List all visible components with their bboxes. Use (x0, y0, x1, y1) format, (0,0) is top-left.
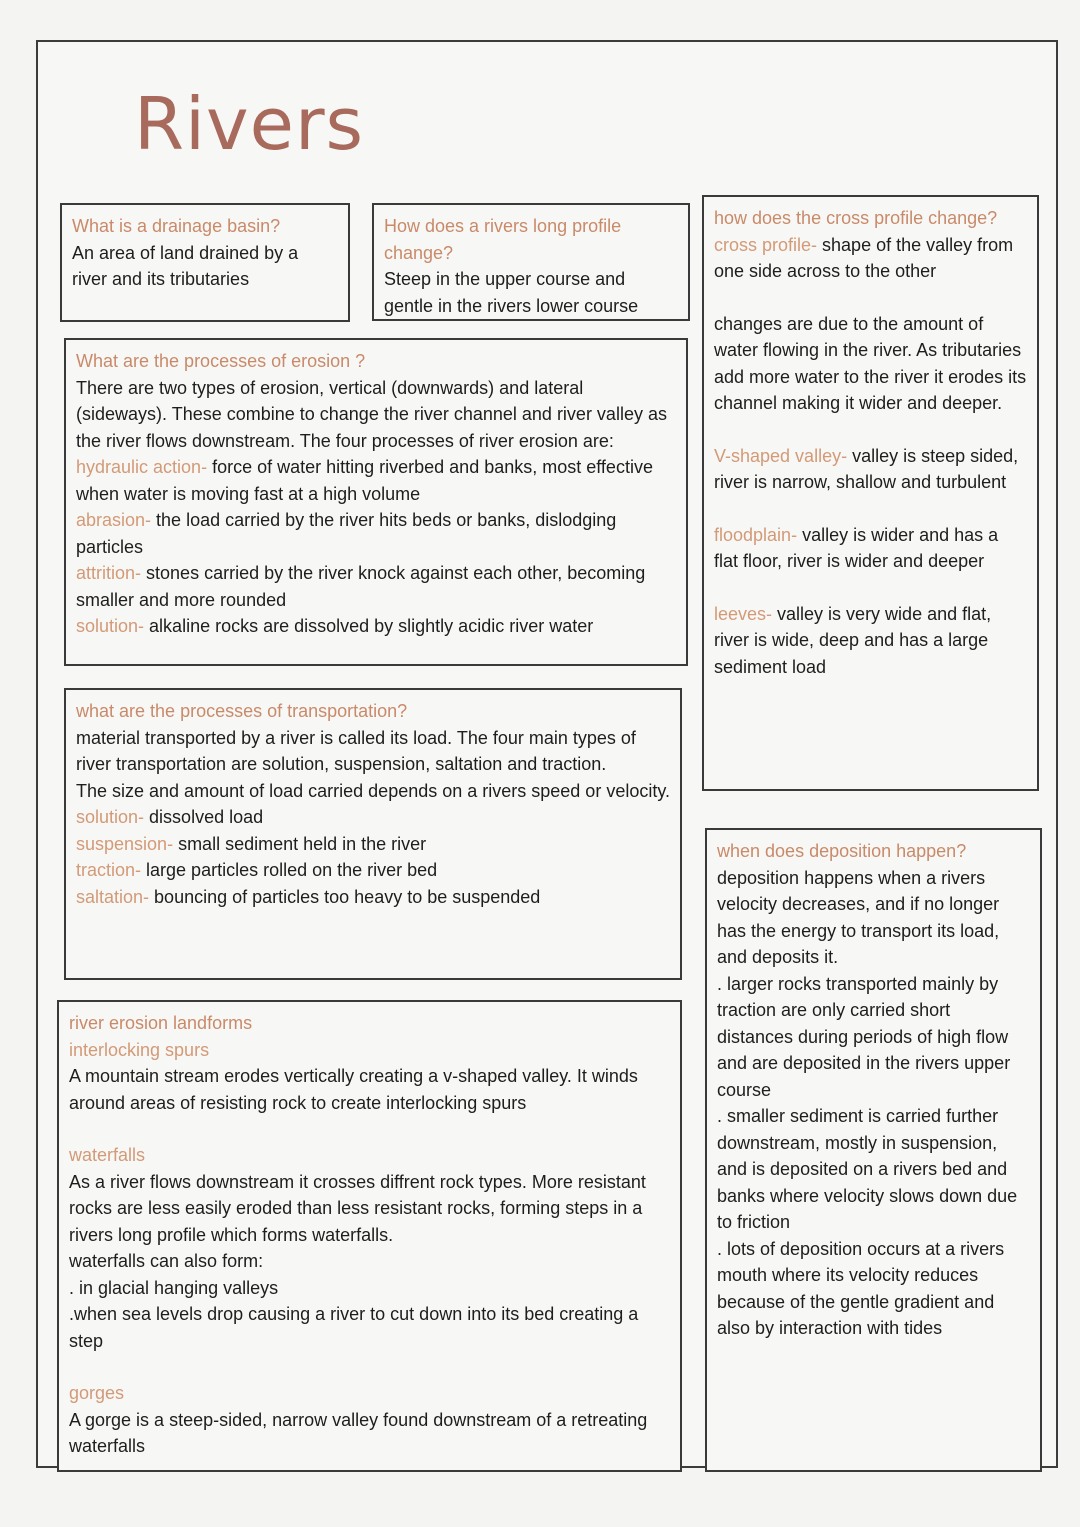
waterfalls-bullet: .when sea levels drop causing a river to cut down into its bed creating a step (69, 1304, 639, 1351)
transport-text: small sediment held in the river (173, 833, 427, 854)
cross-profile-term: cross profile- (714, 234, 818, 255)
spurs-text: A mountain stream erodes vertically creating a v-shaped valley. It winds around areas of resisting rock to create interlocking spurs (69, 1066, 638, 1113)
erosion-text: stones carried by the river knock against each other, becoming smaller and more rounded (76, 563, 646, 610)
transport-intro-2: The size and amount of load carried depends on a rivers speed or velocity. (76, 780, 670, 801)
valley-type-text: valley is steep sided, river is narrow, shallow and turbulent (714, 445, 1019, 492)
valley-type-term: leeves- (714, 603, 773, 624)
valley-type-text: valley is very wide and flat, river is wide, deep and has a large sediment load (714, 603, 992, 677)
transport-text: large particles rolled on the river bed (141, 860, 438, 880)
waterfalls-text: As a river flows downstream it crosses diffrent rock types. More resistant rocks are less easily eroded than less resistant rocks, forming steps in a rivers long profile which forms waterfalls. (69, 1171, 646, 1245)
valley-type-item (714, 522, 1027, 575)
erosion-text: force of water hitting riverbed and banks, most effective when water is moving fast at a high volume (76, 457, 653, 504)
deposition-bullet: . larger rocks transported mainly by traction are only carried short distances during periods of high flow and are deposited in the rivers upper course (717, 973, 1011, 1100)
erosion-item (76, 560, 676, 613)
landforms-card (57, 1000, 682, 1472)
transport-item (76, 804, 670, 831)
cross-profile-changes: changes are due to the amount of water flowing in the river. As tributaries add more water to the river it erodes its channel making it wider and deeper. (714, 313, 1027, 413)
waterfalls-also: waterfalls can also form: (69, 1251, 264, 1271)
transport-item (76, 857, 670, 884)
erosion-question: What are the processes of erosion ? (76, 351, 366, 371)
transport-term: suspension- (76, 833, 174, 854)
erosion-item (76, 507, 676, 560)
erosion-term: hydraulic action- (76, 457, 208, 477)
cross-profile-definition (714, 232, 1027, 285)
long-profile-card (372, 203, 690, 321)
drainage-question: What is a drainage basin? (72, 216, 281, 236)
drainage-answer: An area of land drained by a river and its tributaries (72, 242, 299, 289)
deposition-question: when does deposition happen? (717, 841, 967, 861)
deposition-card (705, 828, 1042, 1472)
long-profile-answer: Steep in the upper course and gentle in the rivers lower course (384, 269, 639, 316)
long-profile-question: How does a rivers long profile change? (384, 216, 622, 263)
transport-intro: material transported by a river is called its load. The four main types of river transportation are solution, suspension, saltation and traction. (76, 727, 636, 774)
transport-term: saltation- (76, 886, 150, 907)
transport-item (76, 831, 670, 858)
erosion-term: attrition- (76, 563, 142, 583)
transport-item (76, 884, 670, 911)
deposition-intro: deposition happens when a rivers velocity decreases, and if no longer has the energy to transport its load, and deposits it. (717, 867, 1000, 967)
drainage-basin-card (60, 203, 350, 322)
erosion-term: solution- (76, 616, 145, 636)
erosion-intro: There are two types of erosion, vertical (downwards) and lateral (sideways). These combine to change the river channel and river valley as the river flows downstream. The four processes of river erosion are: (76, 377, 667, 451)
cross-profile-def-text: shape of the valley from one side across to the other (714, 234, 1014, 281)
deposition-bullet: . smaller sediment is carried further downstream, mostly in suspension, and is deposited on a rivers bed and banks where velocity slows down due to friction (717, 1106, 1018, 1232)
gorges-text: A gorge is a steep-sided, narrow valley found downstream of a retreating waterfalls (69, 1409, 648, 1456)
valley-type-text: valley is wider and has a flat floor, river is wider and deeper (714, 524, 999, 571)
erosion-term: abrasion- (76, 510, 152, 530)
transportation-card (64, 688, 682, 980)
deposition-bullet: . lots of deposition occurs at a rivers mouth where its velocity reduces because of the gentle gradient and also by interaction with tides (717, 1238, 1005, 1338)
waterfalls-title: waterfalls (69, 1145, 146, 1165)
page-title: Rivers (134, 82, 365, 166)
waterfalls-bullet: . in glacial hanging valleys (69, 1277, 279, 1298)
landforms-heading: river erosion landforms (69, 1013, 253, 1033)
cross-profile-card (702, 195, 1039, 791)
spurs-title: interlocking spurs (69, 1039, 210, 1060)
valley-type-item (714, 443, 1027, 496)
transport-text: dissolved load (144, 807, 264, 827)
cross-profile-question: how does the cross profile change? (714, 208, 998, 228)
erosion-card (64, 338, 688, 666)
transport-term: traction- (76, 860, 142, 880)
transport-term: solution- (76, 807, 145, 827)
erosion-text: alkaline rocks are dissolved by slightly acidic river water (144, 616, 594, 636)
transport-text: bouncing of particles too heavy to be suspended (149, 886, 541, 907)
transport-question: what are the processes of transportation? (76, 701, 408, 721)
valley-type-term: floodplain- (714, 524, 798, 545)
erosion-item (76, 454, 676, 507)
valley-type-item (714, 601, 1027, 681)
valley-type-term: V-shaped valley- (714, 445, 848, 466)
erosion-text: the load carried by the river hits beds or banks, dislodging particles (76, 510, 617, 557)
erosion-item (76, 613, 676, 640)
gorges-title: gorges (69, 1383, 125, 1403)
